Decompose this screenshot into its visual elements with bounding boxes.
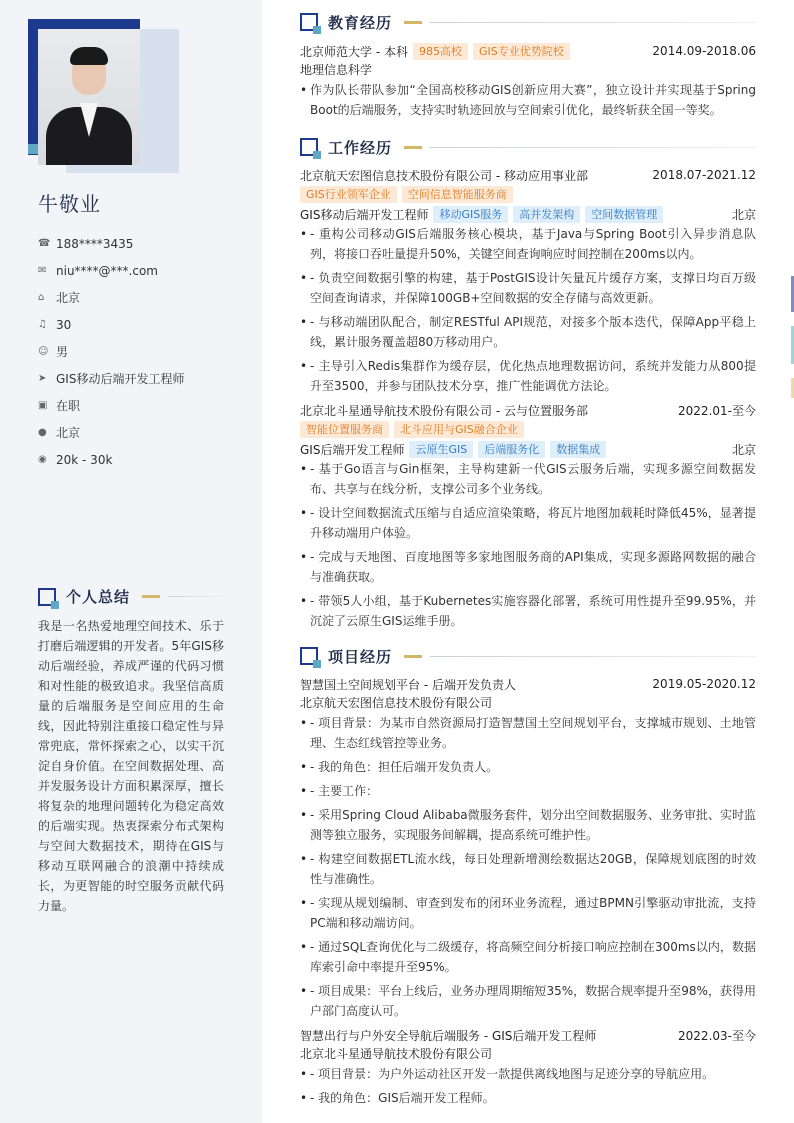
company-tags (295, 185, 756, 204)
role-tag: 空间数据管理 (585, 206, 663, 223)
project-name: 智慧出行与户外安全导航后端服务 - GIS后端开发工程师 (300, 1028, 597, 1043)
role-tag: 高并发架构 (513, 206, 580, 223)
age-value: 30 (56, 317, 72, 332)
info-location (38, 284, 238, 311)
role-tag: 后端服务化 (478, 441, 545, 458)
list-item: • - 重构公司移动GIS后端服务核心模块，基于Java与Spring Boot引入异步消息队列，将接口吞吐量提升50%，关键空间查询响应时间控制在200ms以内。 (300, 224, 756, 264)
location-value: 北京 (56, 291, 81, 305)
job-role-row (300, 439, 756, 459)
gold-bar (404, 655, 422, 658)
info-status (38, 392, 238, 419)
education-bullets (300, 80, 756, 120)
education-major: 地理信息科学 (300, 63, 373, 77)
company-name: 北京北斗星通导航技术股份有限公司 - 云与位置服务部 (300, 403, 588, 418)
divider-line (430, 656, 756, 657)
job-bullets (300, 224, 756, 396)
home-icon: ⌂ (38, 292, 45, 303)
mail-icon: ✉ (38, 265, 47, 276)
job-period: 2022.01-至今 (678, 403, 756, 418)
profile-photo-frame (28, 19, 152, 167)
accent-square (28, 144, 38, 154)
info-position (38, 365, 238, 392)
summary-heading: 个人总结 (66, 588, 131, 606)
list-item: • - 与移动端团队配合，制定RESTful API规范，对接多个版本迭代，保障App平稳上线，累计服务覆盖超80万移动用户。 (300, 312, 756, 352)
list-item: • - 基于Go语言与Gin框架，主导构建新一代GIS云服务后端，实现多源空间数据发布、共享与在线分析，支撑公司多个业务线。 (300, 459, 756, 499)
list-item: • - 项目成果：平台上线后，业务办理周期缩短35%，数据合规率提升至98%，获得用户部门高度认可。 (300, 981, 756, 1021)
role-tag: 数据集成 (550, 441, 606, 458)
briefcase-icon: ▣ (38, 400, 48, 411)
gold-bar (404, 21, 422, 24)
contact-info (38, 230, 238, 473)
job-city: 北京 (731, 207, 756, 222)
work-section-title (300, 136, 756, 158)
project-header (300, 674, 756, 694)
education-period: 2014.09-2018.06 (652, 44, 756, 58)
list-item: • - 设计空间数据流式压缩与自适应渲染策略，将瓦片地图加载耗时降低45%，显著提升移动端用户体验。 (300, 503, 756, 543)
school-tag: 985高校 (413, 43, 468, 60)
list-item: • 作为队长带队参加“全国高校移动GIS创新应用大赛”，独立设计并实现基于Spring Boot的后端服务，支持实时轨迹回放与空间索引优化，最终斩获全国一等奖。 (300, 80, 756, 120)
job-role: GIS移动后端开发工程师 (300, 207, 429, 222)
candidate-name: 牛敬业 (38, 192, 101, 216)
status-value: 在职 (56, 399, 81, 413)
list-item: • - 我的角色：GIS后端开发工程师。 (300, 1088, 756, 1108)
school-tag: GIS专业优势院校 (473, 43, 570, 60)
section-square-icon (300, 13, 318, 31)
section-square-icon (300, 647, 318, 665)
company-tags (295, 420, 756, 439)
project-header (300, 1025, 756, 1045)
info-gender (38, 338, 238, 365)
divider-line (430, 22, 756, 23)
section-square-icon (300, 138, 318, 156)
list-item: • - 通过SQL查询优化与二级缓存，将高频空间分析接口响应控制在300ms以内，数据库索引命中率提升至95%。 (300, 937, 756, 977)
education-header (300, 41, 756, 61)
project-company: 北京航天宏图信息技术股份有限公司 (300, 696, 493, 710)
company-name: 北京航天宏图信息技术股份有限公司 - 移动应用事业部 (300, 168, 588, 183)
avatar (38, 29, 140, 165)
work-section (300, 136, 756, 635)
info-phone (38, 230, 238, 257)
list-item: • - 采用Spring Cloud Alibaba微服务套件，划分出空间数据服务、业务审批、实时监测等独立服务，实现服务间解耦，提高系统可维护性。 (300, 805, 756, 845)
job-bullets (300, 459, 756, 631)
project-name: 智慧国土空间规划平台 - 后端开发负责人 (300, 677, 516, 692)
section-square-icon (38, 588, 56, 606)
role-tag: 云原生GIS (409, 441, 473, 458)
job-role: GIS后端开发工程师 (300, 442, 405, 457)
list-item: • - 主要工作： (300, 781, 756, 801)
list-item: • - 完成与天地图、百度地图等多家地图服务商的API集成，实现多源路网数据的融合与准确获取。 (300, 547, 756, 587)
project-bullets (300, 1064, 756, 1108)
summary-text: 我是一名热爱地理空间技术、乐于打磨后端逻辑的开发者。5年GIS移动后端经验，养成严谨的代码习惯和对性能的极致追求。我坚信高质量的后端服务是空间应用的生命线，因此特别注重接口稳定性与异常兜底，常怀探索之心，以实干沉淀自身价值。在空间数据处理、高并发服务设计方面积累深厚，擅长将复杂的地理问题转化为稳定高效的后端实现。热衷探索分布式架构与空间大数据技术，期待在GIS与移动互联网融合的浪潮中持续成长，为更智能的时空服务贡献代码力量。 (38, 619, 224, 913)
job-city: 北京 (731, 442, 756, 457)
job-header (300, 400, 756, 420)
list-item: • - 项目背景：为户外运动社区开发一款提供离线地图与足迹分享的导航应用。 (300, 1064, 756, 1084)
sidebar (0, 0, 262, 1123)
summary-section-title (38, 586, 224, 607)
list-item: • - 构建空间数据ETL流水线，每日处理新增测绘数据达20GB，保障规划底图的时效性与准确性。 (300, 849, 756, 889)
list-item: • - 负责空间数据引擎的构建，基于PostGIS设计矢量瓦片缓存方案，支撑日均百万级空间查询请求，并保障100GB+空间数据的安全存储与高效更新。 (300, 268, 756, 308)
project-section-title (300, 645, 756, 667)
project-bullets (300, 713, 756, 1021)
work-heading: 工作经历 (328, 138, 393, 157)
phone-value: 188****3435 (56, 236, 134, 251)
company-tag: GIS行业领军企业 (300, 186, 397, 203)
info-target-city (38, 419, 238, 446)
job-role-row (300, 204, 756, 224)
smile-icon: ☺ (38, 346, 49, 357)
company-tag: 北斗应用与GIS融合企业 (394, 421, 524, 438)
company-tag: 智能位置服务商 (300, 421, 389, 438)
project-period: 2022.03-至今 (678, 1028, 756, 1043)
position-value: GIS移动后端开发工程师 (56, 372, 185, 386)
list-item: • - 带领5人小组，基于Kubernetes实施容器化部署，系统可用性提升至99.95%，并沉淀了云原生GIS运维手册。 (300, 591, 756, 631)
company-tag: 空间信息智能服务商 (402, 186, 513, 203)
education-section (300, 11, 756, 124)
project-period: 2019.05-2020.12 (652, 677, 756, 691)
project-section (300, 645, 756, 1112)
project-heading: 项目经历 (328, 647, 393, 666)
info-salary (38, 446, 238, 473)
list-item: • - 主导引入Redis集群作为缓存层，优化热点地理数据访问，系统并发能力从800提升至3500，并参与团队技术分享，推广性能调优方法论。 (300, 356, 756, 396)
list-item: • - 我的角色：担任后端开发负责人。 (300, 757, 756, 777)
education-section-title (300, 11, 756, 33)
gold-bar (404, 146, 422, 149)
gold-bar (142, 595, 160, 598)
cake-icon: ♫ (38, 319, 47, 330)
coin-icon: ◉ (38, 454, 47, 465)
list-item: • - 项目背景：为某市自然资源局打造智慧国土空间规划平台，支撑城市规划、土地管理、生态红线管控等业务。 (300, 713, 756, 753)
divider-line (430, 147, 756, 148)
info-age (38, 311, 238, 338)
divider-line (168, 596, 224, 597)
job-period: 2018.07-2021.12 (652, 168, 756, 182)
school-name: 北京师范大学 - 本科 (300, 44, 408, 59)
list-item: • - 实现从规划编制、审查到发布的闭环业务流程，通过BPMN引擎驱动审批流，支持PC端和移动端访问。 (300, 893, 756, 933)
education-heading: 教育经历 (328, 13, 393, 32)
salary-value: 20k - 30k (56, 452, 113, 467)
job-header (300, 165, 756, 185)
target-city-value: 北京 (56, 426, 81, 440)
email-value: niu****@***.com (56, 263, 158, 278)
send-icon: ➤ (38, 373, 47, 384)
pin-icon: ● (38, 427, 47, 438)
project-company: 北京北斗星通导航技术股份有限公司 (300, 1047, 493, 1061)
phone-icon: ☎ (38, 238, 51, 249)
gender-value: 男 (56, 345, 69, 359)
info-email (38, 257, 238, 284)
role-tag: 移动GIS服务 (433, 206, 508, 223)
